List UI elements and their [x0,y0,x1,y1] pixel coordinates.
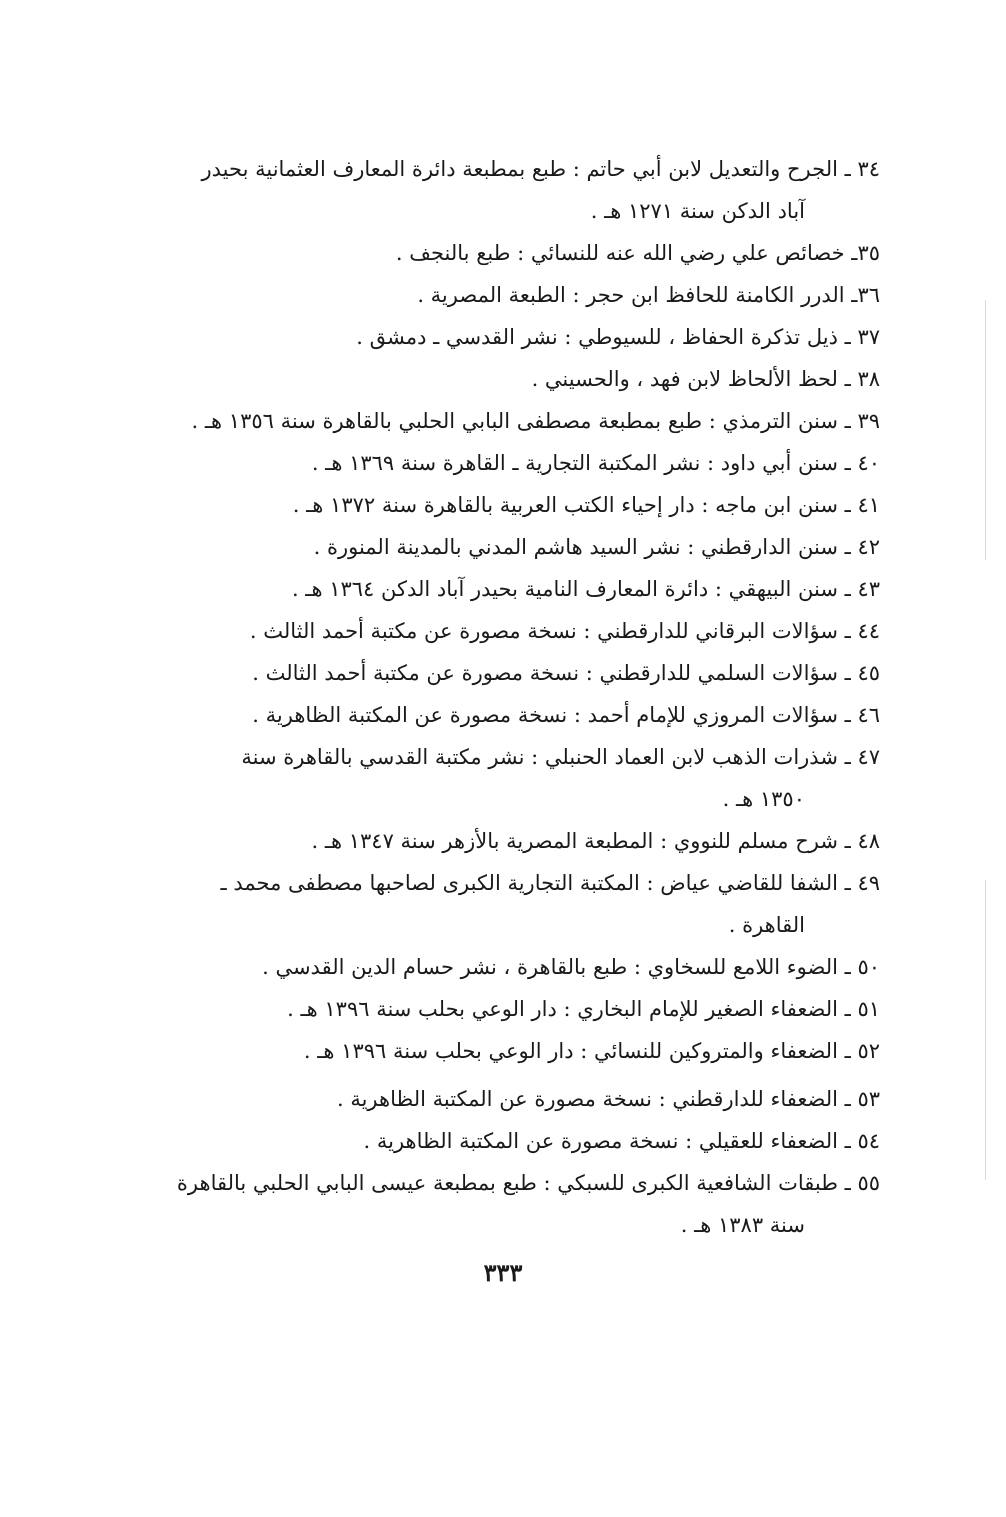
reference-text: ٤٥ ـ سؤالات السلمي للدارقطني : نسخة مصورة عن مكتبة أحمد الثالث . [252,661,880,685]
reference-entry-35 [165,232,880,274]
reference-text: ٥٤ ـ الضعفاء للعقيلي : نسخة مصورة عن المكتبة الظاهرية . [363,1129,880,1153]
reference-entry-53 [165,1078,880,1120]
reference-text: ٤٨ ـ شرح مسلم للنووي : المطبعة المصرية بالأزهر سنة ١٣٤٧ هـ . [311,829,880,853]
reference-entry-38 [165,358,880,400]
reference-entry-43 [165,568,880,610]
scan-edge-line [985,300,986,560]
reference-entry-41 [165,484,880,526]
reference-text: ٤٣ ـ سنن البيهقي : دائرة المعارف النامية بحيدر آباد الدكن ١٣٦٤ هـ . [291,577,880,601]
reference-entry-52 [165,1030,880,1072]
reference-entry-47 [165,736,880,820]
reference-continuation: القاهرة . [728,913,805,937]
reference-entry-40 [165,442,880,484]
reference-text: ٥٥ ـ طبقات الشافعية الكبرى للسبكي : طبع بمطبعة عيسى البابي الحلبي بالقاهرة [176,1171,880,1195]
reference-text: ٤٢ ـ سنن الدارقطني : نشر السيد هاشم المدني بالمدينة المنورة . [313,535,880,559]
reference-entry-45 [165,652,880,694]
reference-text: ٣٥ـ خصائص علي رضي الله عنه للنسائي : طبع بالنجف . [395,241,880,265]
reference-entry-36 [165,274,880,316]
reference-entry-49 [165,862,880,946]
page-number: ٣٣٣ [483,1258,523,1287]
reference-text: ٥٠ ـ الضوء اللامع للسخاوي : طبع بالقاهرة ، نشر حسام الدين القدسي . [262,955,880,979]
reference-continuation: آباد الدكن سنة ١٢٧١ هـ . [590,199,805,223]
reference-entry-55 [165,1162,880,1246]
reference-text: ٤٧ ـ شذرات الذهب لابن العماد الحنبلي : نشر مكتبة القدسي بالقاهرة سنة [241,745,880,769]
reference-entry-39 [165,400,880,442]
reference-text: ٣٤ ـ الجرح والتعديل لابن أبي حاتم : طبع بمطبعة دائرة المعارف العثمانية بحيدر [201,157,880,181]
reference-text: ٤٤ ـ سؤالات البرقاني للدارقطني : نسخة مصورة عن مكتبة أحمد الثالث . [249,619,880,643]
reference-entry-50 [165,946,880,988]
reference-entry-51 [165,988,880,1030]
reference-entry-48 [165,820,880,862]
reference-text: ٣٩ ـ سنن الترمذي : طبع بمطبعة مصطفى البابي الحلبي بالقاهرة سنة ١٣٥٦ هـ . [191,409,880,433]
reference-continuation: سنة ١٣٨٣ هـ . [680,1213,805,1237]
reference-text: ٥١ ـ الضعفاء الصغير للإمام البخاري : دار الوعي بحلب سنة ١٣٩٦ هـ . [287,997,880,1021]
reference-text: ٥٢ ـ الضعفاء والمتروكين للنسائي : دار الوعي بحلب سنة ١٣٩٦ هـ . [303,1039,880,1063]
reference-continuation: ١٣٥٠ هـ . [722,787,805,811]
reference-entry-54 [165,1120,880,1162]
reference-text: ٥٣ ـ الضعفاء للدارقطني : نسخة مصورة عن المكتبة الظاهرية . [336,1087,880,1111]
reference-text: ٣٨ ـ لحظ الألحاظ لابن فهد ، والحسيني . [531,367,880,391]
reference-entry-46 [165,694,880,736]
reference-text: ٤١ ـ سنن ابن ماجه : دار إحياء الكتب العربية بالقاهرة سنة ١٣٧٢ هـ . [292,493,880,517]
reference-text: ٤٩ ـ الشفا للقاضي عياض : المكتبة التجارية الكبرى لصاحبها مصطفى محمد ـ [220,871,880,895]
reference-text: ٤٠ ـ سنن أبي داود : نشر المكتبة التجارية ـ القاهرة سنة ١٣٦٩ هـ . [311,451,880,475]
reference-text: ٣٦ـ الدرر الكامنة للحافظ ابن حجر : الطبعة المصرية . [417,283,880,307]
reference-entry-44 [165,610,880,652]
scan-edge-line [985,880,986,1180]
reference-text: ٤٦ ـ سؤالات المروزي للإمام أحمد : نسخة مصورة عن المكتبة الظاهرية . [252,703,880,727]
reference-entry-34 [165,148,880,232]
reference-entry-37 [165,316,880,358]
references-list [165,148,880,1246]
reference-entry-42 [165,526,880,568]
reference-text: ٣٧ ـ ذيل تذكرة الحفاظ ، للسيوطي : نشر القدسي ـ دمشق . [356,325,880,349]
